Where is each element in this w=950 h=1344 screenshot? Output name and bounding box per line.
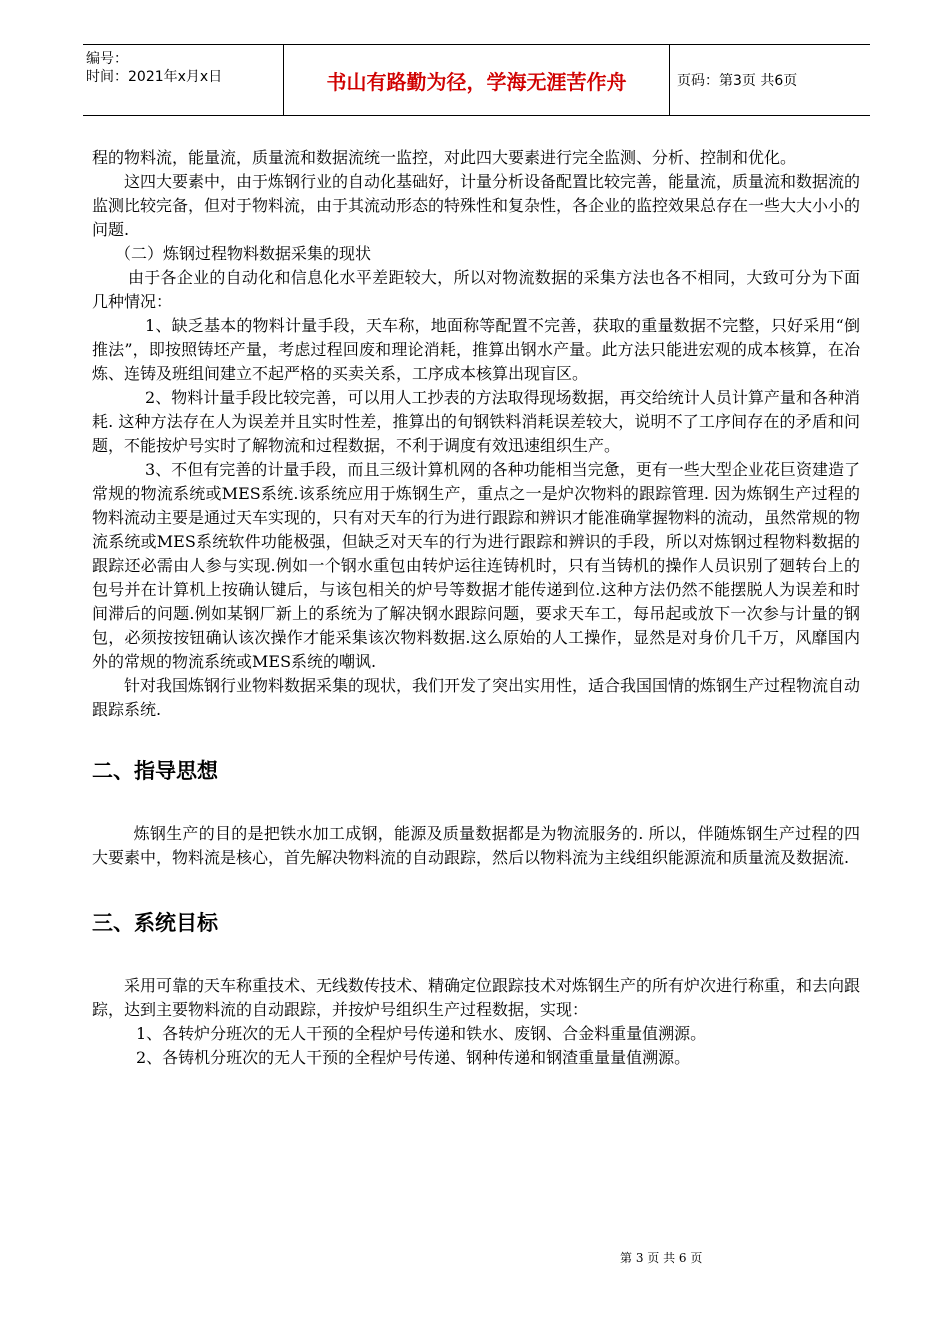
paragraph: 针对我国炼钢行业物料数据采集的现状，我们开发了突出实用性，适合我国国情的炼钢生产过程物流自动跟踪系统. — [92, 676, 861, 719]
paragraph: 由于各企业的自动化和信息化水平差距较大，所以对物流数据的采集方法也各不相同，大致可分为下面几种情况： — [92, 268, 860, 311]
document-body — [92, 146, 860, 1070]
list-item: 2、物料计量手段比较完善，可以用人工抄表的方法取得现场数据，再交给统计人员计算产量和各种消耗. 这种方法存在人为误差并且实时性差，推算出的旬钢铁料消耗误差较大，说明不了工序间存在的矛盾和问题，不能按炉号实时了解物流和过程数据，不利于调度有效迅速组织生产。 — [92, 388, 860, 455]
list-item: 1、各转炉分班次的无人干预的全程炉号传递和铁水、废钢、合金料重量值溯源。 — [136, 1024, 707, 1043]
list-item: 1、缺乏基本的物料计量手段，天车称，地面称等配置不完善，获取的重量数据不完整，只好采用“倒推法”，即按照铸坯产量，考虑过程回废和理论消耗，推算出钢水产量。此方法只能进宏观的成本核算，在冶炼、连铸及班组间建立不起严格的买卖关系，工序成本核算出现盲区。 — [92, 316, 860, 383]
heading-system-goal: 三、系统目标 — [92, 911, 218, 935]
header-motto: 书山有路勤为径，学海无涯苦作舟 — [283, 45, 670, 115]
page-footer: 第 3 页 共 6 页 — [620, 1251, 703, 1265]
header-meta — [83, 45, 283, 115]
list-item: 2、各铸机分班次的无人干预的全程炉号传递、钢种传递和钢渣重量量值溯源。 — [136, 1048, 691, 1067]
document-number: 编号： — [86, 51, 128, 67]
list-item: 3、不但有完善的计量手段，而且三级计算机网的各种功能相当完惫，更有一些大型企业花巨资建造了常规的物流系统或MES系统.该系统应用于炼钢生产，重点之一是炉次物料的跟踪管理. 因为炼钢生产过程的物料流动主要是通过天车实现的，只有对天车的行为进行跟踪和辨识才能准确掌握物料的流动，虽然常规的物流系统或MES系统软件功能极强，但缺乏对天车的行为进行跟踪和辨识的手段，所以对炼钢过程物料数据的跟踪还必需由人参与实现.例如一个钢水重包由转炉运往连铸机时，只有当铸机的操作人员识别了廻转台上的包号并在计算机上按确认键后，与该包相关的炉号等数据才能传递到位.这种方法仍然不能摆脱人为误差和时间滞后的问题.例如某钢厂新上的系统为了解决钢水跟踪问题，要求天车工，每吊起或放下一次参与计量的钢包，必须按按钮确认该次操作才能采集该次物料数据.这么原始的人工操作，显然是对身价几千万，风靡国内外的常规的物流系统或MES系统的嘲讽. — [92, 460, 861, 671]
paragraph: 采用可靠的天车称重技术、无线数传技术、精确定位跟踪技术对炼钢生产的所有炉次进行称重，和去向跟踪，达到主要物料流的自动跟踪，并按炉号组织生产过程数据，实现： — [92, 976, 861, 1019]
page-header — [83, 44, 870, 116]
paragraph: 炼钢生产的目的是把铁水加工成钢，能源及质量数据都是为物流服务的. 所以，伴随炼钢生产过程的四大要素中，物料流是核心，首先解决物料流的自动跟踪，然后以物料流为主线组织能源流和质量流及数据流. — [92, 824, 860, 867]
section-subheading: （二）炼钢过程物料数据采集的现状 — [115, 244, 372, 263]
paragraph: 这四大要素中，由于炼钢行业的自动化基础好，计量分析设备配置比较完善，能量流，质量流和数据流的监测比较完备，但对于物料流，由于其流动形态的特殊性和复杂性，各企业的监控效果总存在一些大大小小的问题. — [92, 172, 861, 239]
header-page-info: 页码：第3页 共6页 — [677, 73, 798, 89]
paragraph: 程的物料流，能量流，质量流和数据流统一监控，对此四大要素进行完全监测、分析、控制和优化。 — [92, 148, 797, 167]
document-time: 时间：2021年x月x日 — [86, 69, 223, 85]
heading-guiding-principle: 二、指导思想 — [92, 759, 218, 783]
